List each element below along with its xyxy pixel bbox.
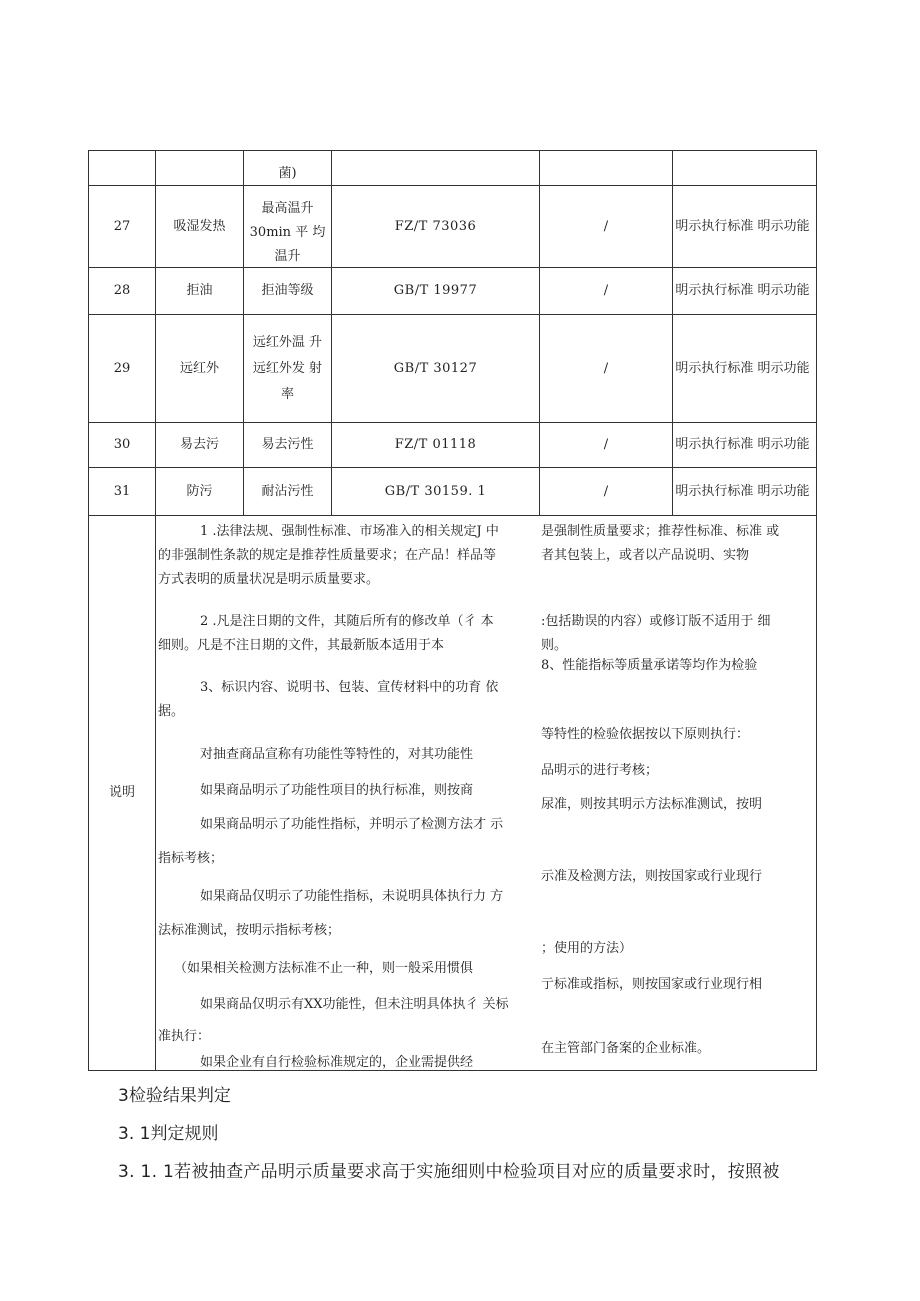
explanation-line: 尿准，则按其明示方法标准测试，按明 — [541, 797, 763, 812]
test-item: 远红外温 升远红外发 射率 — [244, 315, 332, 423]
row-number: 28 — [89, 268, 156, 315]
requirement: / — [540, 268, 673, 315]
standard-code — [332, 151, 540, 186]
feature-name: 拒油 — [156, 268, 244, 315]
table-row — [89, 186, 817, 268]
feature-name: 防污 — [156, 468, 244, 516]
explanation-left-column — [156, 516, 541, 1070]
explanation-line: 如果商品明示了功能性指标，并明示了检测方法才 示 — [200, 817, 504, 832]
table-row — [89, 315, 817, 423]
subsection-heading: 3. 1判定规则 — [118, 1124, 219, 1144]
standard-code: GB/T 30159. 1 — [332, 468, 540, 516]
explanation-line: 则。 — [541, 638, 568, 653]
note: 明示执行标准 明示功能 — [673, 423, 817, 468]
explanation-line: 方式表明的质量状况是明示质量要求。 — [158, 572, 380, 587]
feature-name: 吸湿发热 — [156, 186, 244, 268]
explanation-line: 法标准测试，按明示指标考核； — [158, 923, 341, 938]
note — [673, 151, 817, 186]
explanation-line: 如果商品仅明示有XX功能性，但未注明具体执彳 关标 — [200, 997, 509, 1012]
explanation-line: 品明示的进行考核； — [541, 763, 659, 778]
row-number: 29 — [89, 315, 156, 423]
test-item: 最高温升 30min 平 均温升 — [244, 186, 332, 268]
explanation-line: 如果企业有自行检验标准规定的，企业需提供经 — [200, 1055, 474, 1070]
explanation-line: 8、性能指标等质量承诺等均作为检验 — [541, 658, 758, 673]
note: 明示执行标准 明示功能 — [673, 315, 817, 423]
body-paragraph: 3. 1. 1若被抽查产品明示质量要求高于实施细则中检验项目对应的质量要求时，按照被 — [118, 1162, 780, 1182]
explanation-line: 3、标识内容、说明书、包装、宣传材料中的功育 依 — [200, 680, 499, 695]
standard-code: GB/T 30127 — [332, 315, 540, 423]
table-row — [89, 268, 817, 315]
inspection-items-table — [88, 150, 817, 1071]
explanation-line: 亍标准或指标，则按国家或行业现行相 — [541, 977, 763, 992]
row-number: 30 — [89, 423, 156, 468]
explanation-line: 示准及检测方法，则按国家或行业现行 — [541, 869, 763, 884]
table-row — [89, 468, 817, 516]
explanation-line: 指标考核； — [158, 851, 224, 866]
explanation-label: 说明 — [89, 516, 156, 1071]
test-item: 菌) — [244, 151, 332, 186]
standard-code: GB/T 19977 — [332, 268, 540, 315]
requirement: / — [540, 186, 673, 268]
requirement: / — [540, 468, 673, 516]
test-item: 拒油等级 — [244, 268, 332, 315]
explanation-line: 如果商品仅明示了功能性指标，未说明具体执行力 方 — [200, 889, 504, 904]
explanation-line: 者其包装上，或者以产品说明、实物 — [541, 548, 750, 563]
explanation-line: 等特性的检验依据按以下原则执行： — [541, 727, 750, 742]
test-item: 耐沾污性 — [244, 468, 332, 516]
explanation-line: ；使用的方法） — [541, 941, 633, 956]
explanation-line: 据。 — [158, 704, 185, 719]
feature-name — [156, 151, 244, 186]
explanation-line: 2 .凡是注日期的文件，其随后所有的修改单（彳 本 — [200, 614, 494, 629]
explanation-line: 如果商品明示了功能性项目的执行标准，则按商 — [200, 783, 474, 798]
explanation-row — [89, 516, 817, 1071]
feature-name: 远红外 — [156, 315, 244, 423]
row-number — [89, 151, 156, 186]
explanation-line: 在主管部门备案的企业标准。 — [541, 1041, 711, 1056]
explanation-line: 是强制性质量要求；推荐性标准、标准 或 — [541, 524, 780, 539]
row-number: 27 — [89, 186, 156, 268]
explanation-content — [156, 516, 817, 1071]
explanation-line: 细则。凡是不注日期的文件，其最新版本适用于本 — [158, 638, 445, 653]
feature-name: 易去污 — [156, 423, 244, 468]
standard-code: FZ/T 73036 — [332, 186, 540, 268]
standard-code: FZ/T 01118 — [332, 423, 540, 468]
explanation-line: （如果相关检测方法标准不止一种，则一般采用惯俱 — [174, 961, 474, 976]
explanation-line: 对抽查商品宣称有功能性等特性的，对其功能性 — [200, 747, 474, 762]
explanation-line: :包括勘误的内容）或修订版不适用于 细 — [541, 614, 771, 629]
note: 明示执行标准 明示功能 — [673, 186, 817, 268]
test-item: 易去污性 — [244, 423, 332, 468]
requirement — [540, 151, 673, 186]
table-row — [89, 151, 817, 186]
explanation-right-column — [541, 516, 817, 1070]
explanation-line: 准执行： — [158, 1029, 211, 1044]
row-number: 31 — [89, 468, 156, 516]
table-row — [89, 423, 817, 468]
explanation-line: 1 .法律法规、强制性标准、市场准入的相关规定J 中 — [200, 524, 499, 539]
explanation-line: 的非强制性条款的规定是推荐性质量要求；在产品！样品等 — [158, 548, 497, 563]
note: 明示执行标准 明示功能 — [673, 268, 817, 315]
requirement: / — [540, 423, 673, 468]
note: 明示执行标准 明示功能 — [673, 468, 817, 516]
requirement: / — [540, 315, 673, 423]
section-heading: 3检验结果判定 — [118, 1086, 231, 1106]
